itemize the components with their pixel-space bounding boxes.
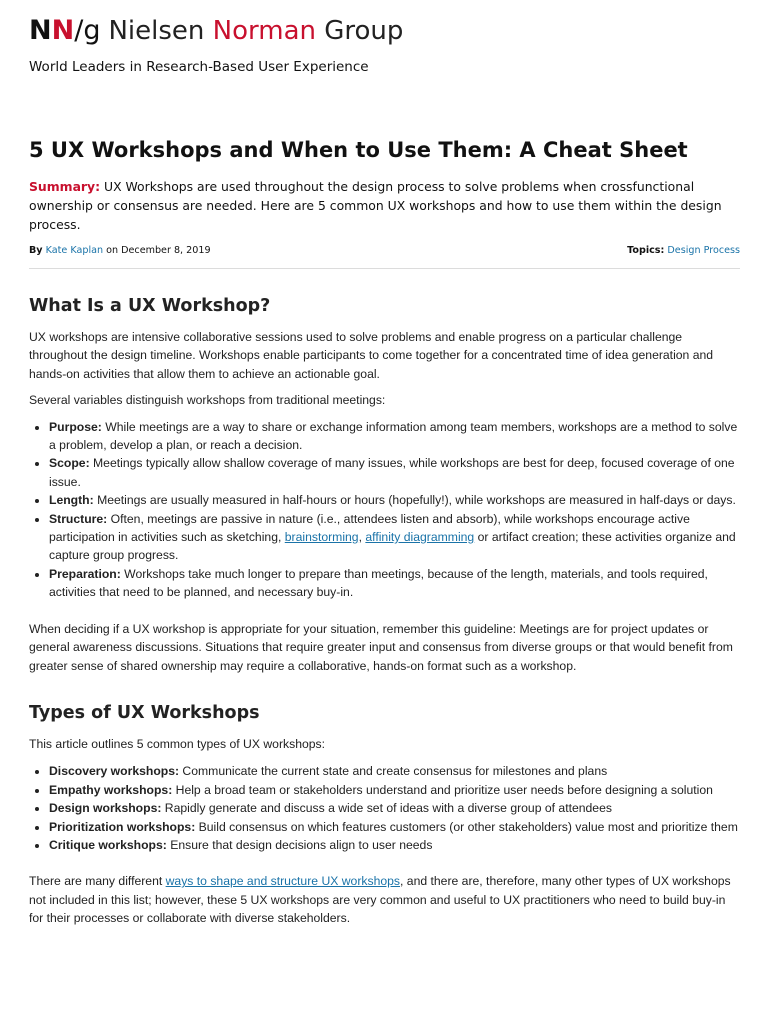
list-item-text: or artifact creation; these activities organize and capture group progress. (49, 530, 736, 563)
nng-logo-mark (29, 14, 100, 48)
list-item (49, 818, 741, 836)
list-item-text: Help a broad team or stakeholders understand and prioritize user needs before designing a solution (172, 782, 713, 797)
list-item-text: Meetings typically allow shallow coverage of many issues, while workshops are best for deep, focused coverage of one issue. (49, 456, 735, 489)
brainstorming-link[interactable]: brainstorming (284, 530, 359, 545)
list-item-term: Prioritization workshops: (49, 819, 196, 834)
list-item-term: Scope: (49, 456, 90, 471)
variables-list (29, 418, 741, 602)
byline-prefix: By (29, 245, 43, 256)
article-title: 5 UX Workshops and When to Use Them: A Cheat Sheet (29, 138, 688, 162)
divider (29, 268, 740, 269)
list-item-text: Meetings are usually measured in half-hours or hours (hopefully!), while workshops are measured in half-days or days. (93, 493, 736, 508)
author-link[interactable]: Kate Kaplan (45, 245, 104, 256)
list-item (49, 510, 741, 565)
list-item-term: Empathy workshops: (49, 782, 173, 797)
publish-date: on December 8, 2019 (106, 245, 211, 256)
brand-name (108, 14, 403, 48)
logo-slash: / (74, 15, 84, 46)
logo-letter-n1: N (29, 15, 52, 46)
list-item-text: While meetings are a way to share or exchange information among team members, workshops are a method to solve a problem, develop a plan, or reach a decision. (49, 419, 738, 453)
topics (627, 243, 740, 259)
list-item (49, 565, 741, 602)
paragraph: When deciding if a UX workshop is appropriate for your situation, remember this guideline: Meetings are for project updates or general awareness discussions. Situations that require greater input and consensus from diverse groups or that would benefit from greater sense of shared ownership may require a collaborative, hands-on format such as a workshop. (29, 621, 733, 673)
list-item-text: Workshops take much longer to prepare than meetings, because of the length, materials, and tools required, activities that need to be planned, and necessary buy-in. (49, 566, 708, 600)
list-item-term: Purpose: (49, 419, 102, 434)
brand-name-last: Group (324, 16, 404, 46)
topics-label: Topics: (627, 245, 665, 256)
paragraph: UX workshops are intensive collaborative sessions used to solve problems and enable progress on a particular challenge throughout the design timeline. Workshops enable participants to come together for a concentrated time of idea generation and hands-on activities that allow them to achieve an actionable goal. (29, 330, 714, 381)
brand-name-middle: Norman (212, 16, 316, 46)
summary-label: Summary: (29, 179, 101, 194)
logo-letter-n2: N (51, 15, 75, 46)
list-item-term: Discovery workshops: (49, 764, 180, 779)
logo-letter-g: g (83, 15, 101, 46)
paragraph: Several variables distinguish workshops from traditional meetings: (29, 393, 386, 408)
list-item (49, 418, 741, 455)
list-item-term: Design workshops: (49, 801, 162, 816)
article-meta (29, 243, 740, 259)
list-item-term: Preparation: (49, 566, 121, 581)
topic-link-design-process[interactable]: Design Process (667, 245, 740, 256)
section-heading-types: Types of UX Workshops (29, 702, 260, 723)
list-item (49, 454, 741, 491)
section-heading-what: What Is a UX Workshop? (29, 296, 271, 316)
paragraph (29, 872, 741, 927)
list-item-text: Communicate the current state and create consensus for milestones and plans (179, 764, 608, 779)
article-summary (29, 177, 741, 234)
byline (29, 243, 211, 259)
article-body (29, 292, 741, 928)
paragraph-text: There are many different (29, 874, 166, 889)
list-item-text: Build consensus on which features customers (or other stakeholders) value most and prioritize them (195, 819, 738, 834)
workshop-structure-link[interactable]: ways to shape and structure UX workshops (165, 874, 401, 889)
brand-name-first: Nielsen (108, 16, 205, 46)
list-item-term: Critique workshops: (49, 837, 167, 852)
list-item (49, 491, 741, 509)
list-item-term: Structure: (49, 511, 108, 526)
list-item (49, 836, 741, 854)
list-item-term: Length: (49, 493, 94, 508)
list-item-text: Rapidly generate and discuss a wide set of ideas with a diverse group of attendees (161, 801, 612, 816)
list-item-separator: , (358, 530, 366, 545)
paragraph-text: , and there are, therefore, many other types of UX workshops not included in this list; however, these 5 UX workshops are very common and useful to UX practitioners who need to build buy-in for their processes or collaborate with diverse stakeholders. (29, 874, 731, 926)
list-item (49, 762, 741, 780)
list-item-text: Often, meetings are passive in nature (i.e., attendees listen and absorb), while workshops encourage active participation in activities such as sketching, (49, 511, 690, 545)
nng-logo[interactable] (29, 14, 403, 48)
affinity-diagramming-link[interactable]: affinity diagramming (365, 530, 475, 545)
list-item (49, 799, 741, 817)
brand-tagline: World Leaders in Research-Based User Experience (29, 59, 369, 75)
list-item (49, 781, 741, 799)
list-item-text: Ensure that design decisions align to user needs (166, 837, 433, 852)
workshop-types-list (29, 762, 741, 854)
paragraph: This article outlines 5 common types of UX workshops: (29, 736, 326, 751)
summary-text: UX Workshops are used throughout the design process to solve problems when crossfunctional ownership or consensus are needed. Here are 5 common UX workshops and how to use them within the design process. (29, 179, 722, 232)
